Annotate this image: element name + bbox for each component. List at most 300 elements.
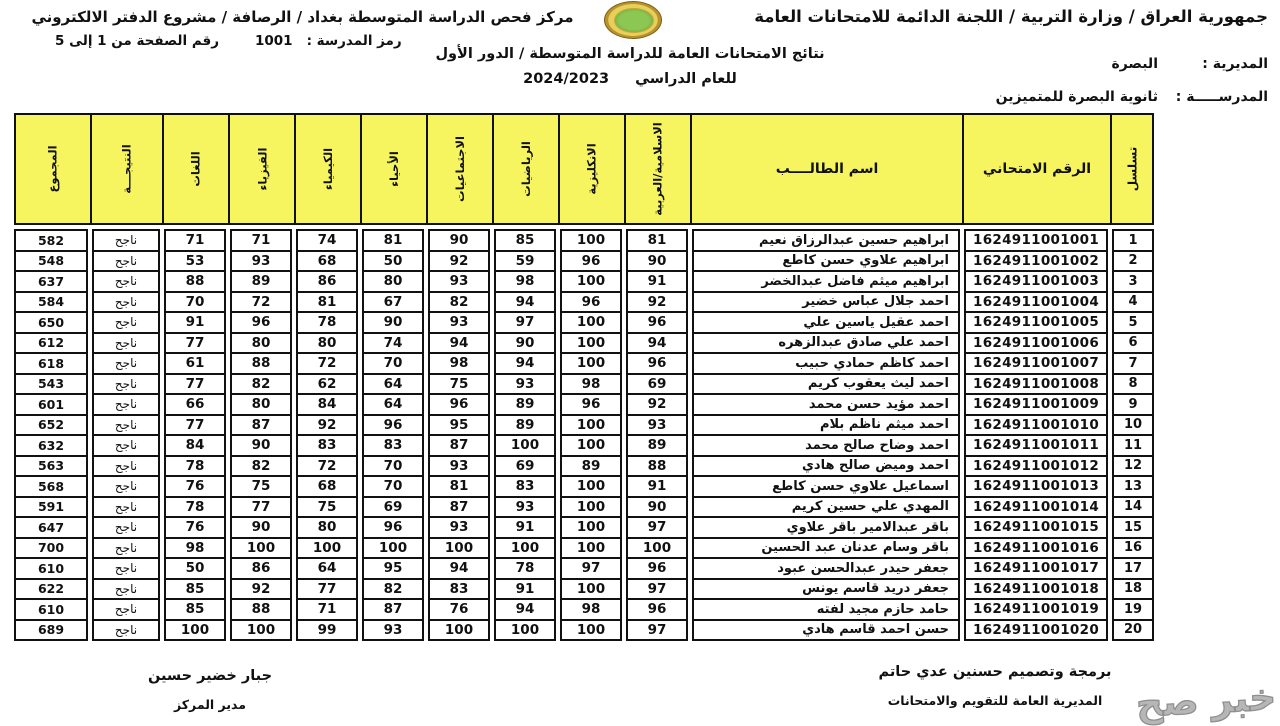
serial-cell: 12 xyxy=(1112,455,1154,478)
serial-cell: 13 xyxy=(1112,475,1154,498)
score-cell: 96 xyxy=(626,311,688,334)
result-cell: ناجح xyxy=(92,475,160,498)
total-cell: 637 xyxy=(14,270,88,293)
score-cell: 94 xyxy=(494,352,556,375)
exam-number-cell: 1624911001010 xyxy=(964,414,1108,437)
score-cell: 98 xyxy=(560,373,622,396)
student-name-cell: احمد كاظم حمادي حبيب xyxy=(692,352,960,375)
results-table-header xyxy=(14,113,1154,225)
score-cell: 92 xyxy=(428,250,490,273)
header-subject-chemistry xyxy=(294,113,362,225)
score-cell: 70 xyxy=(362,352,424,375)
score-cell: 100 xyxy=(494,537,556,560)
serial-cell: 1 xyxy=(1112,229,1154,252)
watermark-text: خبر صح xyxy=(1134,675,1278,726)
score-cell: 77 xyxy=(164,332,226,355)
score-cell: 100 xyxy=(428,537,490,560)
header-total-label: المجموع xyxy=(46,145,61,193)
score-cell: 76 xyxy=(164,516,226,539)
serial-cell: 6 xyxy=(1112,332,1154,355)
header-subject-english xyxy=(558,113,626,225)
score-cell: 85 xyxy=(164,578,226,601)
header-subject-social xyxy=(426,113,494,225)
score-cell: 87 xyxy=(428,434,490,457)
subject-label: الانكليزية xyxy=(585,143,600,195)
result-cell: ناجح xyxy=(92,434,160,457)
score-cell: 90 xyxy=(494,332,556,355)
exam-number-cell: 1624911001013 xyxy=(964,475,1108,498)
score-cell: 91 xyxy=(626,475,688,498)
total-cell: 543 xyxy=(14,373,88,396)
score-cell: 87 xyxy=(428,496,490,519)
score-cell: 88 xyxy=(230,598,292,621)
score-cell: 92 xyxy=(626,393,688,416)
score-cell: 89 xyxy=(494,393,556,416)
results-title: نتائج الامتحانات العامة للدراسة المتوسطة / الدور الأول xyxy=(435,46,825,62)
table-row xyxy=(14,393,1154,416)
subject-label: الفيزياء xyxy=(255,147,269,191)
header-result-label: النتيجـــة xyxy=(120,144,134,194)
score-cell: 89 xyxy=(626,434,688,457)
serial-cell: 18 xyxy=(1112,578,1154,601)
score-cell: 83 xyxy=(428,578,490,601)
result-cell: ناجح xyxy=(92,455,160,478)
score-cell: 97 xyxy=(626,619,688,642)
score-cell: 95 xyxy=(362,557,424,580)
student-name-cell: احمد ميثم ناظم بلام xyxy=(692,414,960,437)
result-cell: ناجح xyxy=(92,557,160,580)
score-cell: 75 xyxy=(296,496,358,519)
score-cell: 70 xyxy=(164,291,226,314)
score-cell: 88 xyxy=(230,352,292,375)
table-row xyxy=(14,373,1154,396)
score-cell: 96 xyxy=(626,598,688,621)
score-cell: 100 xyxy=(560,332,622,355)
serial-cell: 4 xyxy=(1112,291,1154,314)
score-cell: 100 xyxy=(560,434,622,457)
score-cell: 77 xyxy=(164,414,226,437)
score-cell: 97 xyxy=(626,578,688,601)
serial-cell: 7 xyxy=(1112,352,1154,375)
header-subject-languages xyxy=(162,113,230,225)
score-cell: 91 xyxy=(626,270,688,293)
school-code-label: رمز المدرسة : xyxy=(306,33,402,49)
exam-number-cell: 1624911001020 xyxy=(964,619,1108,642)
total-cell: 689 xyxy=(14,619,88,642)
serial-cell: 20 xyxy=(1112,619,1154,642)
score-cell: 80 xyxy=(230,393,292,416)
score-cell: 61 xyxy=(164,352,226,375)
exam-number-cell: 1624911001017 xyxy=(964,557,1108,580)
score-cell: 64 xyxy=(296,557,358,580)
score-cell: 59 xyxy=(494,250,556,273)
score-cell: 86 xyxy=(230,557,292,580)
score-cell: 93 xyxy=(626,414,688,437)
center-director-title: مدير المركز xyxy=(174,697,246,712)
serial-cell: 16 xyxy=(1112,537,1154,560)
score-cell: 69 xyxy=(626,373,688,396)
result-cell: ناجح xyxy=(92,270,160,293)
score-cell: 96 xyxy=(362,414,424,437)
score-cell: 98 xyxy=(494,270,556,293)
header-subject-math xyxy=(492,113,560,225)
exam-number-cell: 1624911001011 xyxy=(964,434,1108,457)
header-total xyxy=(14,113,92,225)
table-row xyxy=(14,578,1154,601)
table-row xyxy=(14,332,1154,355)
result-cell: ناجح xyxy=(92,311,160,334)
score-cell: 100 xyxy=(428,619,490,642)
score-cell: 75 xyxy=(428,373,490,396)
score-cell: 90 xyxy=(362,311,424,334)
score-cell: 93 xyxy=(428,455,490,478)
header-result xyxy=(90,113,164,225)
score-cell: 86 xyxy=(296,270,358,293)
student-name-cell: احمد علي صادق عبدالزهره xyxy=(692,332,960,355)
emblem-inner-ring xyxy=(614,8,654,33)
subject-label: الكيمياء xyxy=(321,147,335,191)
student-name-cell: احمد جلال عباس خضير xyxy=(692,291,960,314)
result-cell: ناجح xyxy=(92,496,160,519)
score-cell: 85 xyxy=(164,598,226,621)
table-row xyxy=(14,270,1154,293)
result-cell: ناجح xyxy=(92,516,160,539)
ministry-emblem-logo xyxy=(604,1,662,39)
score-cell: 93 xyxy=(494,496,556,519)
score-cell: 90 xyxy=(626,250,688,273)
score-cell: 82 xyxy=(230,455,292,478)
score-cell: 84 xyxy=(164,434,226,457)
center-director-name: جبار خضير حسين xyxy=(147,668,273,684)
score-cell: 96 xyxy=(626,352,688,375)
school-code-value: 1001 xyxy=(255,33,293,49)
score-cell: 94 xyxy=(494,291,556,314)
score-cell: 100 xyxy=(560,619,622,642)
score-cell: 62 xyxy=(296,373,358,396)
table-row xyxy=(14,434,1154,457)
score-cell: 100 xyxy=(560,414,622,437)
serial-cell: 15 xyxy=(1112,516,1154,539)
table-row xyxy=(14,311,1154,334)
score-cell: 100 xyxy=(560,516,622,539)
score-cell: 71 xyxy=(164,229,226,252)
score-cell: 95 xyxy=(428,414,490,437)
academic-year-value: 2024/2023 xyxy=(523,71,610,87)
score-cell: 74 xyxy=(296,229,358,252)
score-cell: 78 xyxy=(164,496,226,519)
score-cell: 90 xyxy=(428,229,490,252)
score-cell: 78 xyxy=(296,311,358,334)
score-cell: 91 xyxy=(494,578,556,601)
result-cell: ناجح xyxy=(92,619,160,642)
header-student-name-label: اسم الطالــــب xyxy=(775,161,879,177)
school-value: ثانوية البصرة للمتميزين xyxy=(995,89,1158,105)
student-name-cell: حامد حازم مجيد لفته xyxy=(692,598,960,621)
student-name-cell: باقر عبدالامير باقر علاوي xyxy=(692,516,960,539)
score-cell: 97 xyxy=(626,516,688,539)
score-cell: 98 xyxy=(428,352,490,375)
result-cell: ناجح xyxy=(92,393,160,416)
header-exam-number xyxy=(962,113,1112,225)
academic-year-line xyxy=(330,71,930,87)
score-cell: 83 xyxy=(362,434,424,457)
result-cell: ناجح xyxy=(92,352,160,375)
score-cell: 71 xyxy=(296,598,358,621)
serial-cell: 8 xyxy=(1112,373,1154,396)
score-cell: 89 xyxy=(230,270,292,293)
table-row xyxy=(14,516,1154,539)
exam-number-cell: 1624911001004 xyxy=(964,291,1108,314)
exam-number-cell: 1624911001008 xyxy=(964,373,1108,396)
score-cell: 78 xyxy=(494,557,556,580)
score-cell: 97 xyxy=(494,311,556,334)
table-row xyxy=(14,496,1154,519)
result-cell: ناجح xyxy=(92,229,160,252)
score-cell: 93 xyxy=(362,619,424,642)
school-line xyxy=(996,89,1268,105)
score-cell: 91 xyxy=(164,311,226,334)
score-cell: 100 xyxy=(560,537,622,560)
serial-cell: 3 xyxy=(1112,270,1154,293)
academic-year-label: للعام الدراسي xyxy=(635,71,737,87)
table-row xyxy=(14,475,1154,498)
total-cell: 647 xyxy=(14,516,88,539)
table-row xyxy=(14,537,1154,560)
serial-cell: 19 xyxy=(1112,598,1154,621)
result-cell: ناجح xyxy=(92,373,160,396)
score-cell: 100 xyxy=(560,475,622,498)
serial-cell: 10 xyxy=(1112,414,1154,437)
score-cell: 100 xyxy=(560,352,622,375)
student-name-cell: ابراهيم علاوي حسن كاطع xyxy=(692,250,960,273)
score-cell: 90 xyxy=(230,516,292,539)
score-cell: 76 xyxy=(164,475,226,498)
score-cell: 67 xyxy=(362,291,424,314)
table-row xyxy=(14,414,1154,437)
score-cell: 66 xyxy=(164,393,226,416)
score-cell: 72 xyxy=(296,455,358,478)
header-subject-biology xyxy=(360,113,428,225)
total-cell: 700 xyxy=(14,537,88,560)
total-cell: 612 xyxy=(14,332,88,355)
score-cell: 100 xyxy=(494,619,556,642)
table-row xyxy=(14,598,1154,621)
school-label: المدرســـــة : xyxy=(1175,89,1268,105)
score-cell: 85 xyxy=(494,229,556,252)
student-name-cell: احمد وميض صالح هادي xyxy=(692,455,960,478)
credits-line: برمجة وتصميم حسنين عدي حاتم xyxy=(878,664,1112,680)
header-student-name xyxy=(690,113,964,225)
total-cell: 568 xyxy=(14,475,88,498)
serial-cell: 14 xyxy=(1112,496,1154,519)
header-subject-physics xyxy=(228,113,296,225)
table-row xyxy=(14,455,1154,478)
score-cell: 90 xyxy=(230,434,292,457)
score-cell: 88 xyxy=(164,270,226,293)
header-subject-islamic-arabic xyxy=(624,113,692,225)
serial-cell: 11 xyxy=(1112,434,1154,457)
score-cell: 81 xyxy=(428,475,490,498)
score-cell: 96 xyxy=(428,393,490,416)
student-name-cell: المهدي علي حسين كريم xyxy=(692,496,960,519)
government-title: جمهورية العراق / وزارة التربية / اللجنة الدائمة للامتحانات العامة xyxy=(754,7,1268,26)
score-cell: 93 xyxy=(428,270,490,293)
result-cell: ناجح xyxy=(92,578,160,601)
score-cell: 77 xyxy=(230,496,292,519)
score-cell: 92 xyxy=(296,414,358,437)
score-cell: 72 xyxy=(296,352,358,375)
total-cell: 584 xyxy=(14,291,88,314)
score-cell: 96 xyxy=(362,516,424,539)
score-cell: 80 xyxy=(296,516,358,539)
exam-number-cell: 1624911001012 xyxy=(964,455,1108,478)
score-cell: 64 xyxy=(362,393,424,416)
score-cell: 80 xyxy=(296,332,358,355)
exam-number-cell: 1624911001019 xyxy=(964,598,1108,621)
evaluation-directorate-line: المديرية العامة للتقويم والامتحانات xyxy=(887,693,1103,708)
score-cell: 82 xyxy=(428,291,490,314)
table-row xyxy=(14,619,1154,642)
exam-number-cell: 1624911001002 xyxy=(964,250,1108,273)
score-cell: 94 xyxy=(428,557,490,580)
directorate-line xyxy=(1111,56,1268,72)
serial-cell: 5 xyxy=(1112,311,1154,334)
page-range: رقم الصفحة من 1 إلى 5 xyxy=(55,33,220,49)
total-cell: 591 xyxy=(14,496,88,519)
score-cell: 93 xyxy=(428,311,490,334)
header-serial xyxy=(1110,113,1154,225)
exam-number-cell: 1624911001016 xyxy=(964,537,1108,560)
subject-label: الاسلامية/العربية xyxy=(651,122,665,216)
score-cell: 87 xyxy=(362,598,424,621)
score-cell: 92 xyxy=(230,578,292,601)
score-cell: 83 xyxy=(494,475,556,498)
score-cell: 90 xyxy=(626,496,688,519)
total-cell: 632 xyxy=(14,434,88,457)
result-cell: ناجح xyxy=(92,250,160,273)
score-cell: 80 xyxy=(230,332,292,355)
score-cell: 78 xyxy=(164,455,226,478)
header-exam-number-label: الرقم الامتحاني xyxy=(982,161,1092,177)
score-cell: 92 xyxy=(626,291,688,314)
score-cell: 96 xyxy=(230,311,292,334)
total-cell: 618 xyxy=(14,352,88,375)
student-name-cell: اسماعيل علاوي حسن كاطع xyxy=(692,475,960,498)
score-cell: 93 xyxy=(494,373,556,396)
exam-number-cell: 1624911001014 xyxy=(964,496,1108,519)
student-name-cell: احمد مؤيد حسن محمد xyxy=(692,393,960,416)
score-cell: 99 xyxy=(296,619,358,642)
score-cell: 84 xyxy=(296,393,358,416)
total-cell: 601 xyxy=(14,393,88,416)
subject-label: الاجتماعيات xyxy=(452,136,467,202)
score-cell: 77 xyxy=(296,578,358,601)
header-serial-label: تسلسل xyxy=(1124,146,1139,192)
score-cell: 96 xyxy=(560,250,622,273)
score-cell: 75 xyxy=(230,475,292,498)
exam-number-cell: 1624911001003 xyxy=(964,270,1108,293)
exam-number-cell: 1624911001009 xyxy=(964,393,1108,416)
total-cell: 650 xyxy=(14,311,88,334)
total-cell: 582 xyxy=(14,229,88,252)
score-cell: 88 xyxy=(626,455,688,478)
table-row xyxy=(14,352,1154,375)
directorate-label: المديرية : xyxy=(1202,56,1268,72)
subject-label: الرياضيات xyxy=(519,141,534,197)
exam-number-cell: 1624911001015 xyxy=(964,516,1108,539)
score-cell: 81 xyxy=(626,229,688,252)
student-name-cell: ابراهيم ميثم فاضل عبدالخضر xyxy=(692,270,960,293)
exam-center-title: مركز فحص الدراسة المتوسطة بغداد / الرصافة / مشروع الدفتر الالكتروني xyxy=(31,8,574,26)
serial-cell: 2 xyxy=(1112,250,1154,273)
table-row xyxy=(14,291,1154,314)
score-cell: 98 xyxy=(560,598,622,621)
score-cell: 98 xyxy=(164,537,226,560)
score-cell: 77 xyxy=(164,373,226,396)
serial-cell: 17 xyxy=(1112,557,1154,580)
score-cell: 82 xyxy=(230,373,292,396)
student-name-cell: احمد عقيل ياسين علي xyxy=(692,311,960,334)
score-cell: 81 xyxy=(296,291,358,314)
score-cell: 100 xyxy=(560,496,622,519)
score-cell: 50 xyxy=(362,250,424,273)
score-cell: 100 xyxy=(560,270,622,293)
score-cell: 100 xyxy=(230,619,292,642)
table-row xyxy=(14,250,1154,273)
student-name-cell: جعفر حيدر عبدالحسن عبود xyxy=(692,557,960,580)
result-cell: ناجح xyxy=(92,291,160,314)
score-cell: 71 xyxy=(230,229,292,252)
student-name-cell: ابراهيم حسين عبدالرزاق نعيم xyxy=(692,229,960,252)
score-cell: 81 xyxy=(362,229,424,252)
table-row xyxy=(14,557,1154,580)
score-cell: 91 xyxy=(494,516,556,539)
total-cell: 548 xyxy=(14,250,88,273)
student-name-cell: احمد ليث يعقوب كريم xyxy=(692,373,960,396)
score-cell: 89 xyxy=(560,455,622,478)
score-cell: 100 xyxy=(560,578,622,601)
total-cell: 610 xyxy=(14,598,88,621)
score-cell: 70 xyxy=(362,475,424,498)
score-cell: 100 xyxy=(230,537,292,560)
score-cell: 72 xyxy=(230,291,292,314)
score-cell: 93 xyxy=(230,250,292,273)
score-cell: 87 xyxy=(230,414,292,437)
result-cell: ناجح xyxy=(92,414,160,437)
total-cell: 563 xyxy=(14,455,88,478)
exam-number-cell: 1624911001005 xyxy=(964,311,1108,334)
score-cell: 100 xyxy=(560,229,622,252)
subject-label: اللغات xyxy=(189,151,204,187)
serial-cell: 9 xyxy=(1112,393,1154,416)
exam-number-cell: 1624911001007 xyxy=(964,352,1108,375)
score-cell: 76 xyxy=(428,598,490,621)
score-cell: 69 xyxy=(362,496,424,519)
score-cell: 74 xyxy=(362,332,424,355)
score-cell: 89 xyxy=(494,414,556,437)
results-table-body xyxy=(14,229,1154,641)
score-cell: 96 xyxy=(560,393,622,416)
score-cell: 68 xyxy=(296,250,358,273)
score-cell: 100 xyxy=(296,537,358,560)
score-cell: 53 xyxy=(164,250,226,273)
score-cell: 100 xyxy=(560,311,622,334)
score-cell: 64 xyxy=(362,373,424,396)
total-cell: 622 xyxy=(14,578,88,601)
score-cell: 94 xyxy=(494,598,556,621)
result-cell: ناجح xyxy=(92,537,160,560)
result-cell: ناجح xyxy=(92,598,160,621)
